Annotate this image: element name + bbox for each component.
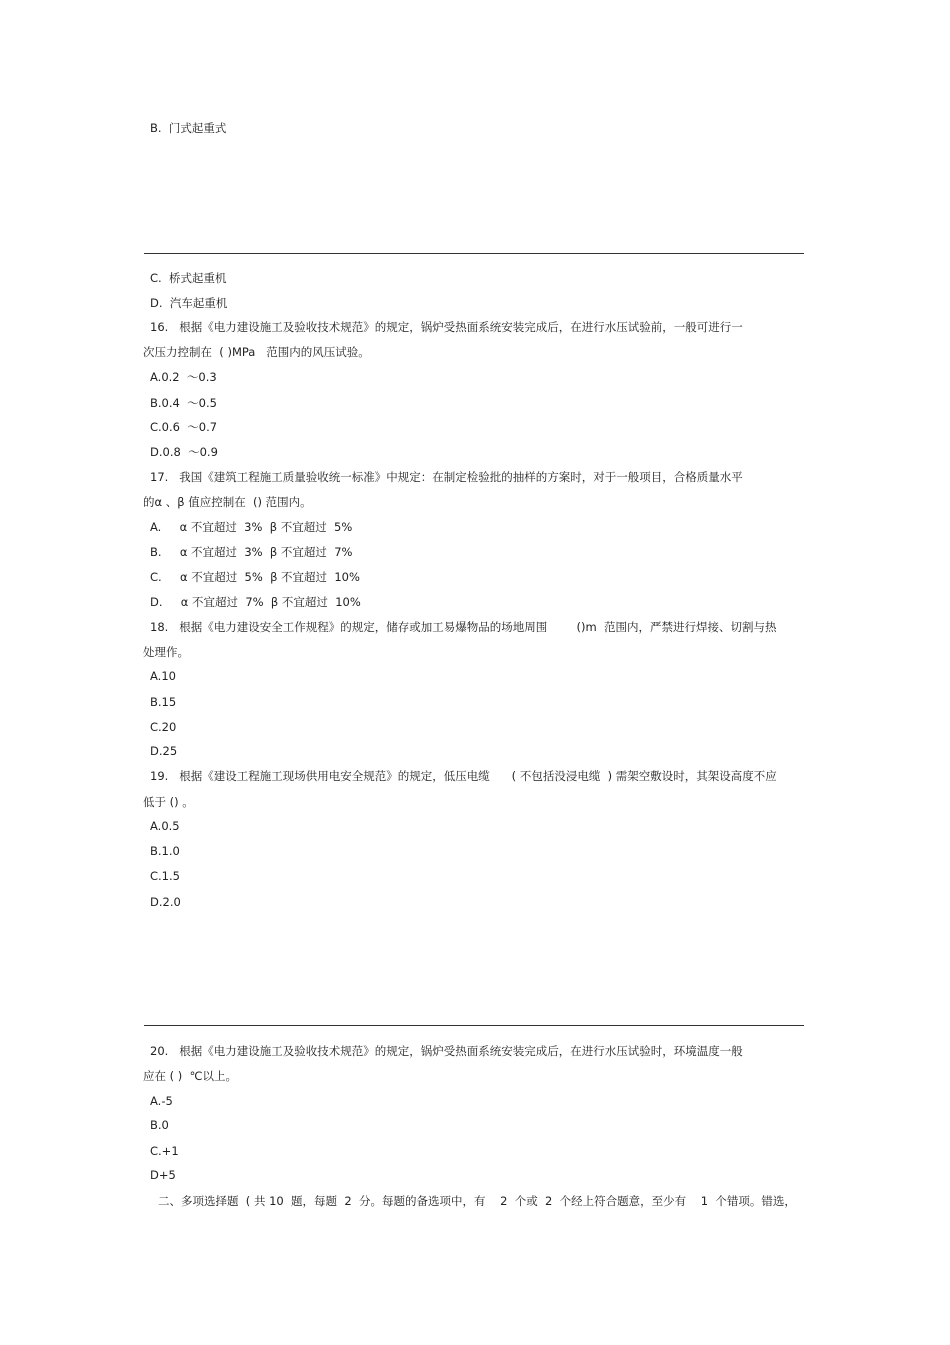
question-19-line1: 19. 根据《建设工程施工现场供用电安全规范》的规定，低压电缆 ( 不包括没浸电缆 ) 需架空敷设时，其架设高度不应 — [150, 769, 777, 783]
q18-option-b: B.15 — [150, 695, 177, 709]
question-18-line1: 18. 根据《电力建设安全工作规程》的规定，储存或加工易爆物品的场地周围 ()m 范围内，严禁进行焊接、切割与热 — [150, 620, 777, 634]
q16-option-d: D.0.8 ～0.9 — [150, 445, 218, 459]
option-b: B. 门式起重式 — [150, 121, 227, 135]
question-17-line1: 17. 我国《建筑工程施工质量验收统一标准》中规定：在制定检验批的抽样的方案时，对于一般项目，合格质量水平 — [150, 470, 743, 484]
q20-option-c: C.+1 — [150, 1144, 179, 1158]
question-16-line1: 16. 根据《电力建设施工及验收技术规范》的规定，锅炉受热面系统安装完成后，在进行水压试验前，一般可进行一 — [150, 320, 743, 334]
page-divider — [144, 253, 804, 254]
question-18-line2: 处理作。 — [143, 645, 189, 659]
q17-option-a: A. α 不宜超过 3% β 不宜超过 5% — [150, 520, 353, 534]
question-19-line2: 低于 () 。 — [143, 795, 194, 809]
q16-option-c: C.0.6 ～0.7 — [150, 420, 218, 434]
q16-option-a: A.0.2 ～0.3 — [150, 370, 217, 384]
q17-option-b: B. α 不宜超过 3% β 不宜超过 7% — [150, 545, 353, 559]
page-divider — [144, 1025, 804, 1026]
option-c: C. 桥式起重机 — [150, 271, 227, 285]
q16-option-b: B.0.4 ～0.5 — [150, 396, 217, 410]
question-17-line2: 的α 、β 值应控制在 () 范围内。 — [143, 495, 312, 509]
q17-option-c: C. α 不宜超过 5% β 不宜超过 10% — [150, 570, 360, 584]
q18-option-c: C.20 — [150, 720, 177, 734]
q18-option-a: A.10 — [150, 669, 176, 683]
q20-option-d: D+5 — [150, 1168, 176, 1182]
question-16-line2: 次压力控制在 ( )MPa 范围内的风压试验。 — [143, 345, 370, 359]
section-2-heading: 二、多项选择题 ( 共 10 题，每题 2 分。每题的备选项中，有 2 个或 2 个经上符合题意，至少有 1 个错项。错选， — [158, 1194, 796, 1208]
question-20-line1: 20. 根据《电力建设施工及验收技术规范》的规定，锅炉受热面系统安装完成后，在进行水压试验时，环境温度一般 — [150, 1044, 743, 1058]
q19-option-c: C.1.5 — [150, 869, 180, 883]
q18-option-d: D.25 — [150, 744, 178, 758]
q17-option-d: D. α 不宜超过 7% β 不宜超过 10% — [150, 595, 361, 609]
question-20-line2: 应在 ( ) ℃以上。 — [143, 1069, 238, 1083]
q20-option-b: B.0 — [150, 1118, 169, 1132]
q19-option-a: A.0.5 — [150, 819, 180, 833]
q19-option-b: B.1.0 — [150, 844, 180, 858]
q19-option-d: D.2.0 — [150, 895, 181, 909]
option-d: D. 汽车起重机 — [150, 296, 228, 310]
q20-option-a: A.-5 — [150, 1094, 173, 1108]
